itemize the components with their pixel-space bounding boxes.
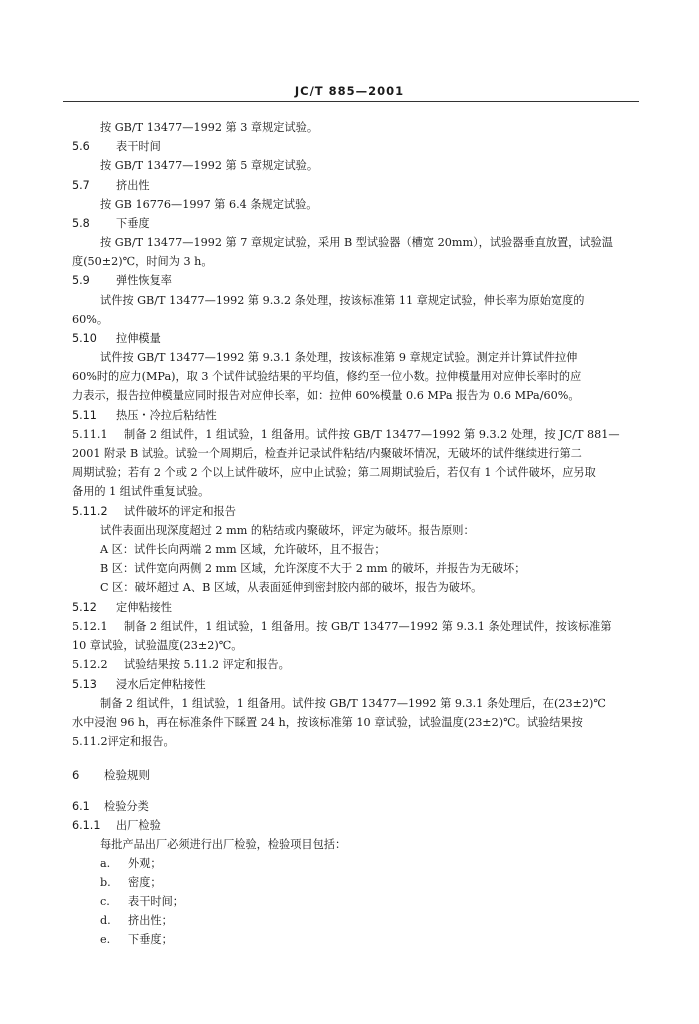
section-5-12-2: 5.12.2 试验结果按 5.11.2 评定和报告。: [72, 658, 290, 671]
section-heading-5-10: 5.10 拉伸模量: [72, 332, 161, 345]
body-line: 备用的 1 组试件重复试验。: [72, 485, 210, 498]
section-heading-5-6: 5.6 表干时间: [72, 140, 161, 153]
list-item: e. 下垂度；: [100, 933, 173, 946]
header-rule: [63, 101, 639, 102]
body-line: 试件表面出现深度超过 2 mm 的粘结或内聚破坏，评定为破坏。报告原则：: [100, 524, 475, 537]
body-line: 水中浸泡 96 h，再在标准条件下睬置 24 h，按该标准第 10 章试验，试验温度(23±2)℃。试验结果按: [72, 716, 583, 729]
body-line: 5.11.2评定和报告。: [72, 735, 175, 748]
list-item: a. 外观；: [100, 857, 162, 870]
zone-c-rule: C 区：破坏超过 A、B 区域，从表面延伸到密封胶内部的破坏，报告为破坏。: [100, 581, 483, 594]
list-item: d. 挤出性；: [100, 914, 173, 927]
section-heading-6-1-1: 6.1.1 出厂检验: [72, 819, 161, 832]
section-heading-5-8: 5.8 下垂度: [72, 217, 150, 230]
document-header: JC/T 885—2001: [294, 84, 405, 98]
section-5-12-1: 5.12.1 制备 2 组试件，1 组试验，1 组备用。按 GB/T 13477—1992 第 9.3.1 条处理试件，按该标准第: [72, 620, 612, 633]
body-line: 按 GB/T 13477—1992 第 7 章规定试验，采用 B 型试验器（槽宽 20mm），试验器垂直放置，试验温: [100, 236, 613, 249]
section-5-11-1: 5.11.1 制备 2 组试件，1 组试验，1 组备用。试件按 GB/T 13477—1992 第 9.3.2 处理，按 JC/T 881—: [72, 428, 620, 441]
body-line: 60%时的应力(MPa)，取 3 个试件试验结果的平均值，修约至一位小数。拉伸模量用对应伸长率时的应: [72, 370, 582, 383]
list-item: c. 表干时间；: [100, 895, 184, 908]
body-line: 度(50±2)℃，时间为 3 h。: [72, 255, 213, 268]
body-line: 试件按 GB/T 13477—1992 第 9.3.1 条处理，按该标准第 9 章规定试验。测定并计算试件拉伸: [100, 351, 578, 364]
zone-a-rule: A 区：试件长向两端 2 mm 区域，允许破坏，且不报告；: [100, 543, 386, 556]
list-item: b. 密度；: [100, 876, 162, 889]
body-line: 每批产品出厂必须进行出厂检验，检验项目包括：: [100, 838, 347, 851]
body-line: 力表示，报告拉伸模量应同时报告对应伸长率，如：拉伸 60%模量 0.6 MPa 报告为 0.6 MPa/60%。: [72, 389, 580, 402]
zone-b-rule: B 区：试件宽向两侧 2 mm 区域，允许深度不大于 2 mm 的破坏，并报告为无破坏；: [100, 562, 526, 575]
body-line: 按 GB/T 13477—1992 第 3 章规定试验。: [100, 121, 319, 134]
body-line: 10 章试验，试验温度(23±2)℃。: [72, 639, 243, 652]
body-line: 试件按 GB/T 13477—1992 第 9.3.2 条处理，按该标准第 11 章规定试验，伸长率为原始宽度的: [100, 294, 585, 307]
body-line: 周期试验；若有 2 个或 2 个以上试件破坏，应中止试验；第二周期试验后，若仅有 1 个试件破坏，应另取: [72, 466, 596, 479]
body-line: 60%。: [72, 313, 109, 326]
section-heading-5-7: 5.7 挤出性: [72, 179, 150, 192]
body-line: 2001 附录 B 试验。试验一个周期后，检查并记录试件粘结/内聚破坏情况，无破坏的试件继续进行第二: [72, 447, 582, 460]
section-heading-5-11: 5.11 热压・冷拉后粘结性: [72, 409, 217, 422]
section-heading-6: 6 检验规则: [72, 768, 150, 782]
section-heading-5-11-2: 5.11.2 试件破坏的评定和报告: [72, 505, 236, 518]
section-heading-5-13: 5.13 浸水后定伸粘接性: [72, 678, 206, 691]
body-line: 制备 2 组试件，1 组试验，1 组备用。试件按 GB/T 13477—1992 第 9.3.1 条处理后，在(23±2)℃: [100, 697, 606, 710]
body-line: 按 GB/T 13477—1992 第 5 章规定试验。: [100, 159, 319, 172]
body-line: 按 GB 16776—1997 第 6.4 条规定试验。: [100, 198, 318, 211]
section-heading-6-1: 6.1 检验分类: [72, 800, 149, 813]
section-heading-5-12: 5.12 定伸粘接性: [72, 601, 172, 614]
section-heading-5-9: 5.9 弹性恢复率: [72, 274, 172, 287]
